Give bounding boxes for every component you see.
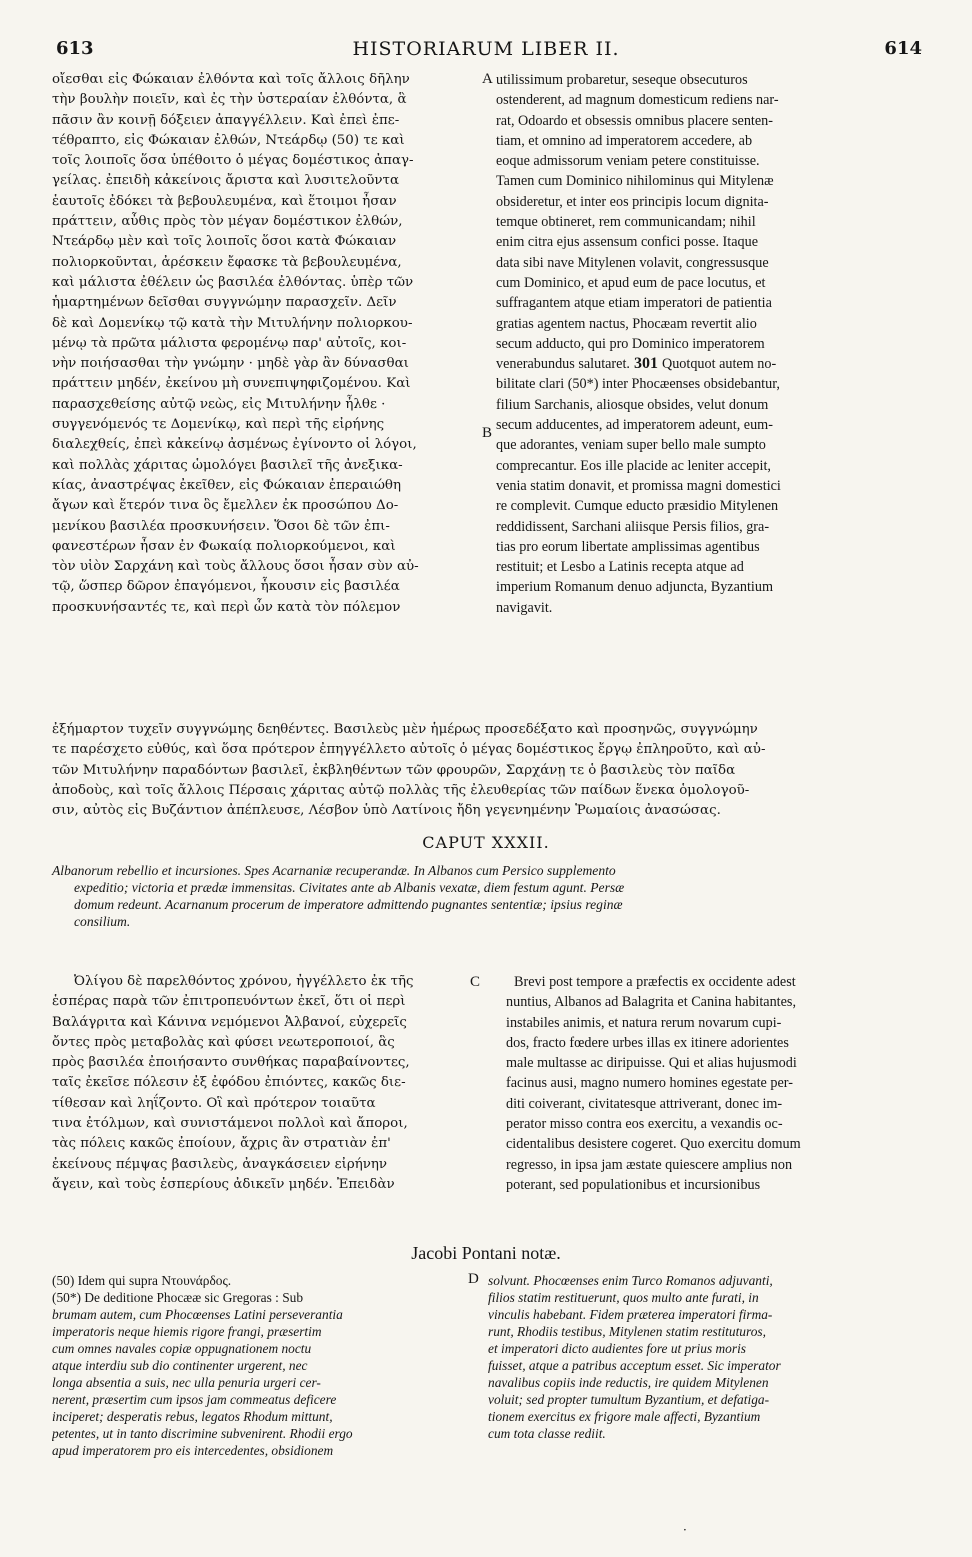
note-line: inciperet; desperatis rebus, legatos Rhodum mittunt,: [52, 1409, 333, 1424]
greek-text-line: δὲ καὶ Δομενίκῳ τῷ κατὰ τὴν Μιτυλήνην πολιορκου-: [52, 315, 413, 331]
greek-text-line: τῷ, ὥσπερ δῶρον ἐπαγόμενοι, ἧκουσιν εἰς βασιλέα: [52, 579, 400, 595]
summary-line: Albanorum rebellio et incursiones. Spes Acarnaniæ recuperandæ. In Albanos cum Persico supplemento: [52, 863, 616, 878]
greek-text-line: ἐξήμαρτον τυχεῖν συγγνώμης δεηθέντες. Βασιλεὺς μὲν ἡμέρως προσεδέξατο καὶ προσηνῶς, συγγνώμην: [52, 722, 758, 737]
greek-text-line: ἡμαρτημένων δεῖσθαι συγγνώμην παρασχεῖν. Δεῖν: [52, 295, 397, 311]
page-reference-number: 301: [629, 355, 662, 373]
greek-text-line: πολιορκοῦνται, ἀρέσκειν ἔφασκε τὰ βεβουλευμένα,: [52, 254, 402, 270]
latin-text-line: diti coiverant, civitatesque attriverant, donec im-: [506, 1095, 783, 1112]
greek-text-line: διαλεχθείς, ἐπεὶ κἀκείνῳ ἀσμένως ἐγίνοντο οἱ λόγοι,: [52, 437, 417, 453]
note-line: fuisset, atque a patribus acceptum esset. Sic imperator: [488, 1358, 781, 1373]
chapter-heading: CAPUT XXXII.: [422, 833, 550, 852]
latin-text-line: Tamen cum Dominico nihilominus qui Mitylenæ: [496, 173, 774, 190]
page-mark: ·: [683, 1523, 687, 1537]
greek-text-line: ἑαυτοῖς ἐδόκει τὰ βεβουλευμένα, καὶ ἕτοιμοι ἦσαν: [52, 193, 397, 209]
note-line: atque interdiu sub dio continenter urgerent, nec: [52, 1358, 308, 1373]
greek-column-bottom: [52, 972, 472, 1195]
greek-text-line: μενίκου βασιλέα προσκυνήσειν. Ὅσοι δὲ τῶν ἐπι-: [52, 518, 390, 534]
greek-text-line: τῶν Μιτυλήνην παραδόντων βασιλεῖ, ἐκβληθέντων τῶν φρουρῶν, Σαρχάνῃ τε ὁ βασιλεὺς τὸν παῖδα: [52, 762, 736, 778]
latin-text-line: gratias agentem nactus, Phocæam revertit alio: [496, 315, 757, 332]
note-line: petentes, ut in tanto discrimine subvenirent. Rhodii ergo: [52, 1426, 353, 1441]
latin-text-line: re complevit. Cumque educto præsidio Mitylenen: [496, 498, 779, 515]
note-line: navalibus copiis inde reductis, ire quidem Mitylenen: [488, 1375, 769, 1390]
greek-text-line: ἄγων καὶ ἕτερόν τινα ὃς ἔμελλεν ἐκ προσώπου Δο-: [52, 498, 399, 514]
greek-text-line: ἄγειν, καὶ τοὺς ἑσπερίους ἀδικεῖν μηδέν. Ἐπειδὰν: [52, 1176, 395, 1192]
latin-text-line: venia statim donavit, et promissa magni domestici: [496, 477, 781, 494]
greek-text-line: συγγενόμενός τε Δομενίκῳ, καὶ περὶ τῆς εἰρήνης: [52, 417, 385, 433]
greek-text-line: καὶ μάλιστα ἐθέλειν ὡς βασιλέα ἐλθόντας. ὑπὲρ τῶν: [52, 274, 414, 290]
running-header: [50, 38, 922, 64]
greek-text-line: πράττειν, αὖθις πρὸς τὸν μέγαν δομέστικον ἐλθών,: [52, 214, 403, 230]
greek-text-line: γείλας. ἐπειδὴ κἀκείνοις ἄριστα καὶ λυσιτελοῦντα: [52, 173, 399, 189]
latin-text-line: filium Sarchanis, aliosque obsides, velut donum: [496, 396, 769, 413]
latin-text-line: restituit; et Lesbo a Latinis recepta atque ad: [496, 559, 744, 576]
greek-text-line: Ὀλίγου δὲ παρελθόντος χρόνου, ἠγγέλλετο ἐκ τῆς: [74, 974, 414, 989]
latin-text-line: ostenderent, ad magnum domesticum rediens nar-: [496, 92, 779, 109]
note-line: apud imperatorem pro eis intercedentes, obsidionem: [52, 1443, 334, 1458]
greek-text-line: τοῖς λοιποῖς ὅσα ὑπέθοιτο ὁ μέγας δομέστικος ἀπαγ-: [52, 153, 414, 169]
notes-left-column: [52, 1272, 464, 1459]
greek-text-line: φανεστέρων ἦσαν ἐν Φωκαίᾳ πολιορκούμενοι, καὶ: [52, 538, 396, 554]
latin-text-line: bilitate clari (50*) inter Phocæenses obsidebantur,: [496, 376, 780, 393]
latin-text-line: perator misso contra eos exercitu, a vexandis oc-: [506, 1116, 783, 1133]
margin-marker-b: B: [482, 425, 493, 441]
greek-text-line: παρασχεθείσης αὐτῷ νεὼς, εἰς Μιτυλήνην ἦλθε ·: [52, 396, 386, 412]
note-line: [52, 1289, 464, 1306]
greek-text-line: οἴεσθαι εἰς Φώκαιαν ἐλθόντα καὶ τοῖς ἄλλοις δῆλην: [52, 72, 410, 87]
greek-text-line: πρὸς βασιλέα ἐποιήσαντο συνθήκας παραβαίνοντες,: [52, 1055, 410, 1071]
latin-text-line: utilissimum probaretur, seseque obsecuturos: [496, 72, 748, 88]
latin-text-line: venerabundus salutaret. 301 Quotquot autem no-: [496, 355, 777, 373]
greek-text-line: τὴν βουλὴν ποιεῖν, καὶ ἐς τὴν ὑστεραίαν ἐλθόντα, ἃ: [52, 92, 407, 108]
greek-text-line: ταῖς ἐκεῖσε πόλεσιν ἐξ ἐφόδου ἐπιόντες, κακῶς διε-: [52, 1075, 406, 1091]
latin-text-line: nuntius, Albanos ad Balagrita et Canina habitantes,: [506, 994, 796, 1011]
margin-marker-d: D: [468, 1271, 479, 1287]
note-line: tionem exercitus ex frigore male affecti, Byzantium: [488, 1409, 761, 1424]
greek-text-line: νὴν ποιήσασθαι τὴν γνώμην · μηδὲ γὰρ ἂν δύνασθαι: [52, 356, 409, 372]
page-number-left: 613: [56, 38, 94, 59]
summary-line: expeditio; victoria et prædæ immensitas. Civitates ante ab Albanis vexatæ, diem festum agunt. Persæ: [74, 880, 625, 895]
note-line: longa absentia a suis, nec ulla penuria urgeri cer-: [52, 1375, 321, 1390]
note-line: imperatoris neque hiemis rigore frangi, præsertim: [52, 1324, 322, 1339]
latin-text-line: reddidissent, Sarchani aliisque Persis filios, gra-: [496, 518, 770, 535]
latin-text-line: imperium Romanum denuo adjuncta, Byzantium: [496, 579, 773, 596]
latin-text-line: Brevi post tempore a præfectis ex occidente adest: [514, 974, 796, 990]
note-line: (50) Idem qui supra Ντουνάρδος.: [52, 1273, 232, 1288]
greek-text-line: ἀποδοὺς, καὶ τοῖς ἄλλοις Πέρσαις χάριτας αὐτῷ πολλὰς τῆς ἐλευθερίας τῶν παίδων ἕνεκα ὁμολογοῦ-: [52, 782, 750, 798]
greek-text-line: Ντεάρδῳ μὲν καὶ τοῖς λοιποῖς ὅσοι κατὰ Φώκαιαν: [52, 234, 397, 250]
latin-text-line: tias pro eorum libertate amplissimas agentibus: [496, 538, 760, 555]
summary-line: consilium.: [74, 914, 131, 929]
latin-text-line: suffragantem atque etiam imperatori de patientia: [496, 295, 772, 312]
latin-column-bottom: [506, 972, 922, 1195]
greek-column-top: [52, 70, 484, 618]
latin-text-line: data sibi nave Mitylenen volavit, congressusque: [496, 254, 769, 271]
greek-text-line: προσκυνήσαντές τε, καὶ περὶ ὧν κατὰ τὸν πόλεμον: [52, 599, 401, 615]
note-line: nerent, præsertim cum ipsos jam commeatus deficere: [52, 1392, 337, 1407]
latin-text-line: secum adducto, qui pro Dominico imperatorem: [496, 335, 765, 352]
latin-text-line: temque obtineret, rem communicandam; nihil: [496, 214, 756, 231]
latin-text-line: facinus ausi, magno numero homines egestate per-: [506, 1075, 793, 1092]
greek-text-line: Βαλάγριτα καὶ Κάνινα νεμόμενοι Ἀλβανοί, εὐχερεῖς: [52, 1014, 407, 1030]
latin-text-line: navigavit.: [496, 599, 553, 616]
latin-text-line: obsideretur, et inter eos principis locum dignita-: [496, 193, 769, 210]
greek-text-line: τινα ἐτόλμων, καὶ συνιστάμενοι πολλοὶ καὶ ἄποροι,: [52, 1116, 408, 1132]
greek-text-line: ὄντες πρὸς μεταβολὰς καὶ φύσει νεωτεροποιοί, ἃς: [52, 1034, 395, 1050]
note-line: cum omnes navales copiæ oppugnationem noctu: [52, 1341, 312, 1356]
note-line: solvunt. Phocœenses enim Turco Romanos adjuvanti,: [488, 1273, 773, 1288]
latin-text-line: tiam, et omnino ad imperatorem accedere, ab: [496, 132, 753, 149]
greek-text-line: ἑσπέρας παρὰ τῶν ἐπιτροπευόντων ἐκεῖ, ὅτι οἱ περὶ: [52, 994, 406, 1010]
latin-text-line: enim citra ejus assensum confici posse. Itaque: [496, 234, 758, 251]
latin-text-line: rat, Odoardo et obsessis omnibus placere senten-: [496, 112, 773, 129]
latin-text-line: poterant, sed populationibus et incursionibus: [506, 1176, 761, 1193]
greek-text-line: πράττειν μηδέν, ἐκείνου μὴ συνεπιψηφιζομένου. Καὶ: [52, 376, 411, 392]
latin-text-line: que adorantes, veniam super bello male sumpto: [496, 437, 766, 454]
greek-text-line: σιν, αὐτὸς εἰς Βυζάντιον ἀπέπλευσε, Λέσβον ὑπὸ Λατίνοις ἤδη γεγενημένην Ῥωμαίοις ἀνασώσας.: [52, 803, 721, 819]
notes-right-column: [488, 1272, 922, 1442]
summary-line: domum redeunt. Acarnanum procerum de imperatore admittendo pugnantes sententiæ; ipsius reginæ: [74, 897, 623, 912]
latin-text-line: male multasse ac diripuisse. Qui et alias hujusmodi: [506, 1055, 797, 1072]
latin-text-fragment: Quotquot autem no-: [661, 356, 777, 373]
greek-text-line: καὶ πολλὰς χάριτας ὡμολόγει βασιλεῖ τῆς ἀνεξικα-: [52, 457, 403, 473]
latin-text-line: secum adducentes, ad imperatorem adeunt, eum-: [496, 417, 773, 434]
note-line: voluit; sed propter tumultum Byzantium, et defatiga-: [488, 1392, 770, 1407]
latin-column-top: [496, 70, 922, 618]
greek-text-line: πᾶσιν ἂν κοινῇ δόξειεν ἀπαγγέλλειν. Καὶ ἐπεὶ ἐπε-: [52, 112, 400, 128]
margin-marker-a: A: [482, 71, 493, 87]
greek-text-line: τίθεσαν καὶ ληΐζοντο. Οἳ καὶ πρότερον τοιαῦτα: [52, 1095, 376, 1111]
note-line: cum tota classe rediit.: [488, 1426, 606, 1441]
latin-text-line: cidentalibus desistere cogeret. Quo exercitu domum: [506, 1136, 801, 1153]
running-title: HISTORIARUM LIBER II.: [352, 38, 620, 60]
latin-text-line: comprecantur. Eos ille placide ac leniter accepit,: [496, 457, 771, 474]
latin-text-line: regresso, in ipsa jam æstate quiescere amplius non: [506, 1156, 793, 1173]
margin-marker-c: C: [470, 974, 481, 990]
greek-text-line: κίας, ἀναστρέψας ἐκεῖθεν, εἰς Φώκαιαν ἐπεραιώθη: [52, 477, 401, 493]
chapter-summary: [52, 862, 922, 930]
greek-text-line: τὰς πόλεις κακῶς ἐποίουν, ἄχρις ἂν στρατιὰν ἐπ': [52, 1136, 391, 1152]
greek-text-line: μένῳ τὰ πρῶτα μάλιστα φερομένῳ παρ' αὐτοῖς, κοι-: [52, 335, 407, 351]
note-line: runt, Rhodiis testibus, Mitylenen statim restituturos,: [488, 1324, 766, 1339]
latin-text-line: instabiles animis, et natura rerum novarum cupi-: [506, 1014, 782, 1031]
greek-text-line: ἐκείνους πέμψας βασιλεὺς, ἀναγκάσειεν εἰρήνην: [52, 1156, 388, 1172]
greek-text-line: τὸν υἱὸν Σαρχάνη καὶ τοὺς ἄλλους ὅσοι ἦσαν σὺν αὐ-: [52, 559, 419, 575]
note-text-fragment: (50*) De deditione Phocææ sic Gregoras : Sub: [52, 1290, 304, 1305]
note-line: brumam autem, cum Phocœenses Latini perseverantia: [52, 1307, 343, 1322]
latin-text-line: eoque admissorum veniam petere constituisse.: [496, 153, 760, 170]
latin-text-line: cum Dominico, et apud eum de pace locutus, et: [496, 274, 766, 291]
greek-full-width-text: [52, 720, 922, 821]
note-line: et imperatori dicto audientes fore ut prius moris: [488, 1341, 747, 1356]
note-line: filios statim restituerunt, quos multo ante furati, in: [488, 1290, 759, 1305]
note-line: vinculis habebant. Fidem præterea imperatori firma-: [488, 1307, 773, 1322]
page-number-right: 614: [884, 38, 922, 59]
notes-heading: Jacobi Pontani notæ.: [411, 1243, 561, 1263]
greek-text-line: τε παρέσχετο εὐθύς, καὶ ὅσα πρότερον ἐπηγγέλλετο αὐτοῖς ὁ μέγας δομέστικος ἔργῳ ἐπληροῦτο, καὶ αὐ-: [52, 742, 766, 758]
latin-text-line: dos, fracto fœdere urbes illas ex itinere adorientes: [506, 1034, 789, 1051]
greek-text-line: τέθραπτο, εἰς Φώκαιαν ἐλθών, Ντεάρδῳ (50) τε καὶ: [52, 132, 405, 148]
